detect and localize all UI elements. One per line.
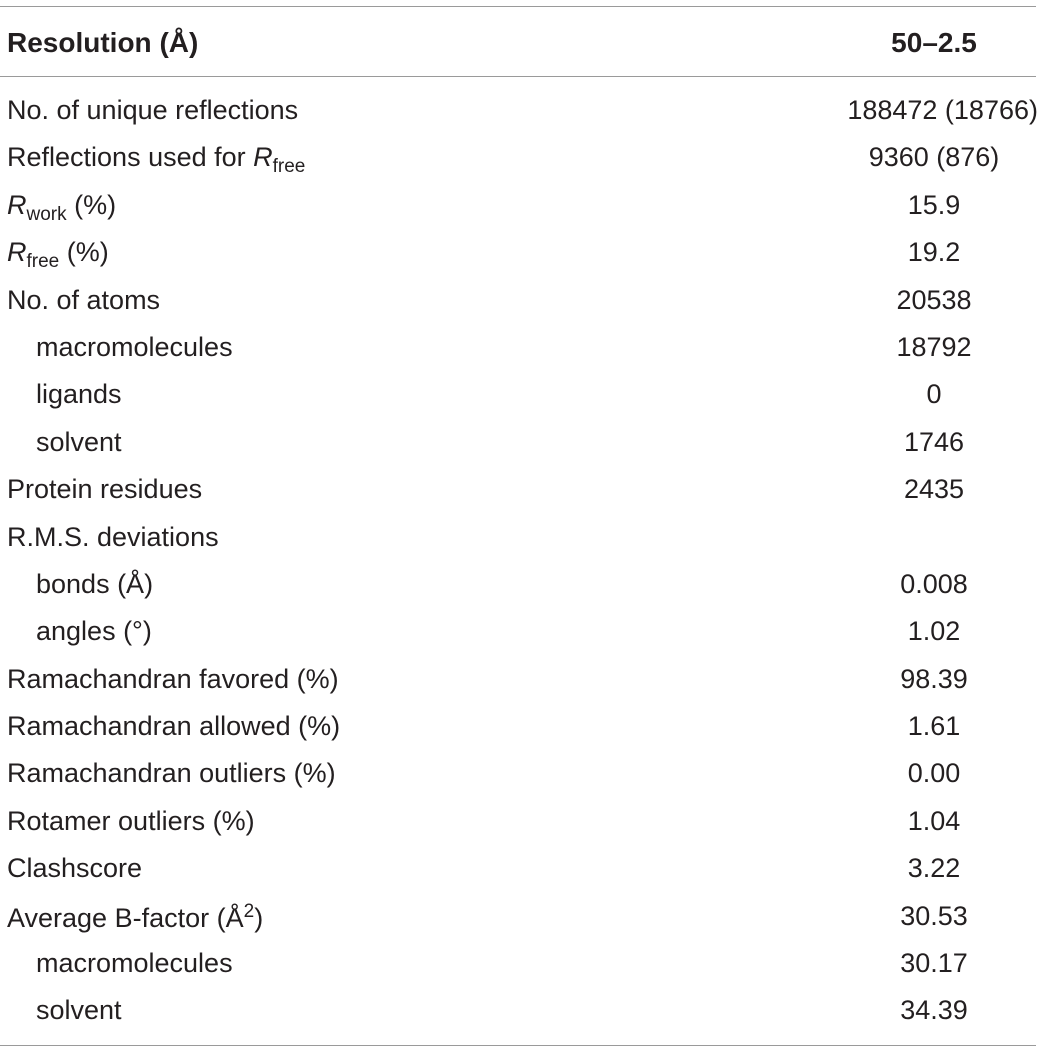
row-label: R.M.S. deviations bbox=[7, 521, 219, 552]
table-row bbox=[0, 751, 1040, 798]
row-label: No. of unique reflections bbox=[7, 95, 299, 125]
row-label: Ramachandran allowed (%) bbox=[7, 711, 341, 742]
header-label: Resolution (Å) bbox=[7, 27, 199, 58]
row-value: 9360 (876) bbox=[868, 142, 1000, 173]
row-label: angles (°) bbox=[36, 616, 152, 647]
row-value: 0.008 bbox=[900, 568, 968, 599]
row-label: solvent bbox=[36, 426, 122, 457]
row-label: Clashscore bbox=[7, 853, 143, 884]
table-row bbox=[0, 704, 1040, 751]
row-value: 1746 bbox=[903, 426, 965, 457]
table-row bbox=[0, 515, 1040, 562]
row-label: No. of atoms bbox=[7, 284, 161, 315]
table-row bbox=[0, 420, 1040, 467]
row-label-italic: R bbox=[253, 142, 273, 173]
table-row bbox=[0, 135, 1040, 182]
row-label-italic: R bbox=[7, 189, 27, 220]
table-row bbox=[0, 467, 1040, 514]
row-label-prefix: Average B-factor (Å bbox=[7, 902, 244, 933]
table-row bbox=[0, 562, 1040, 609]
row-label-suffix: ) bbox=[254, 902, 264, 933]
row-label: Rotamer outliers (%) bbox=[7, 805, 255, 836]
row-value: 30.17 bbox=[900, 948, 968, 979]
row-label-suffix: (%) bbox=[66, 189, 117, 220]
row-label-subscript: free bbox=[272, 156, 306, 178]
row-value: 15.9 bbox=[907, 189, 961, 220]
table-row bbox=[0, 846, 1040, 893]
row-label: Protein residues bbox=[7, 474, 203, 505]
row-value: 3.22 bbox=[907, 853, 961, 884]
table-header-row bbox=[0, 7, 1040, 76]
row-label-italic: R bbox=[7, 237, 27, 268]
row-label: macromolecules bbox=[36, 948, 233, 979]
row-label: solvent bbox=[36, 995, 122, 1026]
row-value: 1.61 bbox=[907, 711, 961, 742]
table-row bbox=[0, 183, 1040, 230]
table-row bbox=[0, 799, 1040, 846]
row-label: Ramachandran favored (%) bbox=[7, 663, 339, 694]
table-row bbox=[0, 230, 1040, 277]
table-row bbox=[0, 609, 1040, 656]
table-row bbox=[0, 988, 1040, 1035]
row-label-subscript: free bbox=[26, 251, 60, 273]
row-value: 188472 (18766) bbox=[847, 95, 1038, 125]
row-label bbox=[7, 190, 116, 226]
row-value: 18792 bbox=[896, 331, 972, 362]
row-value: 30.53 bbox=[900, 900, 968, 931]
table-row bbox=[0, 894, 1040, 941]
row-value: 1.04 bbox=[907, 805, 961, 836]
row-value: 19.2 bbox=[907, 237, 961, 268]
row-value: 0.00 bbox=[907, 758, 961, 789]
table-row bbox=[0, 941, 1040, 988]
row-value: 20538 bbox=[896, 284, 972, 315]
header-value: 50–2.5 bbox=[891, 27, 977, 58]
row-label-subscript: work bbox=[26, 203, 67, 225]
table-row bbox=[0, 657, 1040, 704]
row-value: 2435 bbox=[903, 474, 965, 505]
row-label-prefix: Reflections used for bbox=[7, 142, 254, 173]
row-label bbox=[7, 142, 305, 178]
table-row bbox=[0, 278, 1040, 325]
row-label: ligands bbox=[36, 379, 122, 410]
row-value: 34.39 bbox=[900, 995, 968, 1026]
row-value: 1.02 bbox=[907, 616, 961, 647]
bottom-rule bbox=[0, 1045, 1036, 1046]
refinement-statistics-table bbox=[0, 6, 1040, 1041]
row-label bbox=[7, 901, 263, 934]
row-label-suffix: (%) bbox=[59, 237, 109, 268]
row-label-superscript: 2 bbox=[243, 900, 255, 922]
table-row bbox=[0, 88, 1040, 135]
row-label: bonds (Å) bbox=[36, 568, 154, 599]
table-body bbox=[0, 77, 1040, 1041]
table-row bbox=[0, 372, 1040, 419]
row-label: macromolecules bbox=[36, 331, 233, 362]
row-value: 98.39 bbox=[900, 663, 968, 694]
table-row bbox=[0, 325, 1040, 372]
row-value: 0 bbox=[926, 379, 942, 410]
row-label bbox=[7, 237, 109, 273]
row-label: Ramachandran outliers (%) bbox=[7, 758, 336, 789]
